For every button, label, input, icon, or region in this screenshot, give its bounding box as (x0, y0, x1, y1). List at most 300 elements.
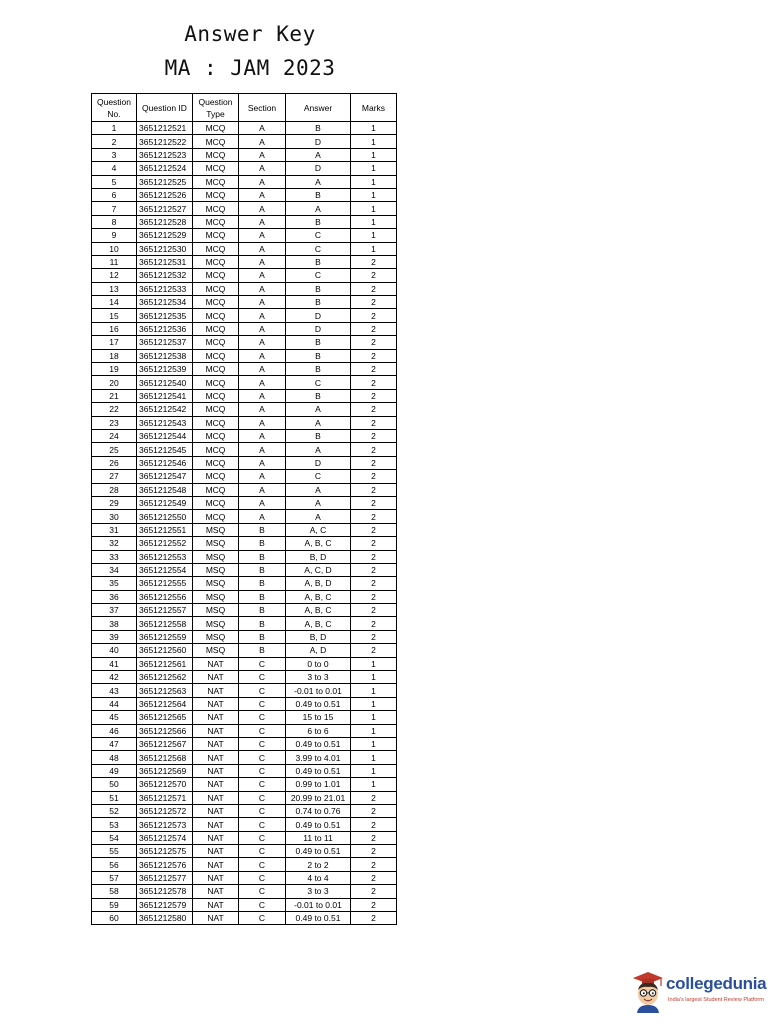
cell-question-id: 3651212562 (137, 671, 193, 684)
cell-answer: 6 to 6 (286, 724, 351, 737)
cell-question-no: 51 (92, 791, 137, 804)
cell-question-id: 3651212533 (137, 282, 193, 295)
cell-marks: 2 (351, 831, 397, 844)
cell-answer: 0.49 to 0.51 (286, 764, 351, 777)
cell-question-id: 3651212560 (137, 644, 193, 657)
cell-answer: A, B, D (286, 577, 351, 590)
cell-question-id: 3651212526 (137, 188, 193, 201)
cell-question-type: NAT (193, 912, 239, 925)
table-row (92, 577, 397, 590)
cell-question-id: 3651212567 (137, 737, 193, 750)
cell-question-id: 3651212571 (137, 791, 193, 804)
cell-question-id: 3651212527 (137, 202, 193, 215)
cell-answer: -0.01 to 0.01 (286, 684, 351, 697)
table-row (92, 724, 397, 737)
cell-marks: 2 (351, 269, 397, 282)
table-row (92, 269, 397, 282)
cell-answer: C (286, 229, 351, 242)
table-row (92, 751, 397, 764)
cell-answer: 3.99 to 4.01 (286, 751, 351, 764)
cell-question-id: 3651212537 (137, 336, 193, 349)
header-marks: Marks (351, 94, 397, 122)
cell-section: A (239, 483, 286, 496)
cell-question-type: NAT (193, 764, 239, 777)
cell-question-no: 29 (92, 496, 137, 509)
cell-question-type: MSQ (193, 590, 239, 603)
cell-section: B (239, 550, 286, 563)
cell-question-no: 52 (92, 804, 137, 817)
cell-question-no: 31 (92, 523, 137, 536)
cell-marks: 1 (351, 764, 397, 777)
cell-answer: C (286, 376, 351, 389)
cell-question-id: 3651212570 (137, 778, 193, 791)
cell-question-id: 3651212550 (137, 510, 193, 523)
cell-question-type: MCQ (193, 496, 239, 509)
cell-answer: A (286, 496, 351, 509)
cell-question-type: NAT (193, 697, 239, 710)
cell-marks: 1 (351, 737, 397, 750)
cell-section: A (239, 510, 286, 523)
cell-question-id: 3651212539 (137, 363, 193, 376)
cell-question-id: 3651212563 (137, 684, 193, 697)
cell-question-type: NAT (193, 737, 239, 750)
cell-question-type: MCQ (193, 148, 239, 161)
cell-answer: A (286, 443, 351, 456)
cell-answer: 3 to 3 (286, 885, 351, 898)
cell-question-type: MCQ (193, 175, 239, 188)
cell-question-type: MCQ (193, 135, 239, 148)
cell-question-id: 3651212538 (137, 349, 193, 362)
header-section: Section (239, 94, 286, 122)
cell-question-no: 16 (92, 322, 137, 335)
cell-marks: 2 (351, 510, 397, 523)
cell-marks: 1 (351, 671, 397, 684)
cell-section: A (239, 215, 286, 228)
cell-section: A (239, 135, 286, 148)
cell-question-id: 3651212556 (137, 590, 193, 603)
cell-section: A (239, 416, 286, 429)
cell-section: A (239, 188, 286, 201)
cell-section: A (239, 470, 286, 483)
table-row (92, 416, 397, 429)
table-row (92, 336, 397, 349)
cell-question-no: 17 (92, 336, 137, 349)
cell-question-no: 14 (92, 296, 137, 309)
cell-marks: 1 (351, 724, 397, 737)
cell-question-no: 49 (92, 764, 137, 777)
cell-question-no: 43 (92, 684, 137, 697)
cell-question-id: 3651212552 (137, 537, 193, 550)
cell-marks: 2 (351, 456, 397, 469)
cell-answer: B (286, 282, 351, 295)
cell-question-no: 15 (92, 309, 137, 322)
cell-question-type: MCQ (193, 309, 239, 322)
cell-question-no: 57 (92, 871, 137, 884)
table-row (92, 845, 397, 858)
cell-question-no: 38 (92, 617, 137, 630)
cell-question-type: NAT (193, 751, 239, 764)
cell-answer: B (286, 255, 351, 268)
cell-question-id: 3651212522 (137, 135, 193, 148)
cell-question-type: MCQ (193, 215, 239, 228)
cell-answer: B (286, 122, 351, 135)
cell-section: C (239, 737, 286, 750)
cell-question-no: 44 (92, 697, 137, 710)
brand-tagline: India's largest Student Review Platform (668, 997, 764, 1003)
cell-question-type: MSQ (193, 550, 239, 563)
cell-question-no: 12 (92, 269, 137, 282)
cell-answer: 0 to 0 (286, 657, 351, 670)
graduate-mascot-icon (630, 969, 666, 1013)
cell-question-type: MCQ (193, 322, 239, 335)
cell-marks: 1 (351, 135, 397, 148)
cell-marks: 2 (351, 376, 397, 389)
header-row (92, 94, 397, 122)
cell-question-type: MCQ (193, 296, 239, 309)
cell-section: A (239, 242, 286, 255)
cell-question-type: MCQ (193, 202, 239, 215)
cell-section: C (239, 671, 286, 684)
cell-answer: D (286, 456, 351, 469)
table-row (92, 737, 397, 750)
table-row (92, 523, 397, 536)
cell-question-id: 3651212579 (137, 898, 193, 911)
table-row (92, 376, 397, 389)
cell-marks: 1 (351, 229, 397, 242)
cell-question-no: 54 (92, 831, 137, 844)
cell-section: A (239, 269, 286, 282)
cell-section: A (239, 322, 286, 335)
cell-question-type: MCQ (193, 429, 239, 442)
cell-answer: A (286, 175, 351, 188)
cell-question-no: 10 (92, 242, 137, 255)
cell-section: B (239, 563, 286, 576)
cell-answer: 0.49 to 0.51 (286, 845, 351, 858)
cell-question-no: 5 (92, 175, 137, 188)
cell-marks: 1 (351, 751, 397, 764)
cell-question-type: MCQ (193, 255, 239, 268)
cell-marks: 2 (351, 577, 397, 590)
cell-marks: 1 (351, 148, 397, 161)
cell-section: B (239, 523, 286, 536)
cell-marks: 1 (351, 697, 397, 710)
table-row (92, 148, 397, 161)
cell-answer: A (286, 202, 351, 215)
cell-question-no: 20 (92, 376, 137, 389)
cell-section: C (239, 778, 286, 791)
cell-marks: 2 (351, 309, 397, 322)
cell-question-no: 53 (92, 818, 137, 831)
cell-question-type: NAT (193, 711, 239, 724)
table-row (92, 496, 397, 509)
cell-question-id: 3651212529 (137, 229, 193, 242)
cell-question-id: 3651212557 (137, 604, 193, 617)
cell-question-id: 3651212524 (137, 162, 193, 175)
cell-question-id: 3651212578 (137, 885, 193, 898)
cell-marks: 2 (351, 389, 397, 402)
table-row (92, 871, 397, 884)
cell-question-type: MCQ (193, 510, 239, 523)
cell-section: A (239, 309, 286, 322)
exam-title: MA : JAM 2023 (164, 56, 336, 80)
cell-question-type: NAT (193, 858, 239, 871)
cell-marks: 2 (351, 537, 397, 550)
cell-marks: 2 (351, 416, 397, 429)
cell-section: A (239, 376, 286, 389)
cell-question-id: 3651212559 (137, 630, 193, 643)
cell-marks: 2 (351, 885, 397, 898)
cell-marks: 2 (351, 363, 397, 376)
cell-section: C (239, 885, 286, 898)
cell-question-no: 56 (92, 858, 137, 871)
table-row (92, 175, 397, 188)
cell-marks: 2 (351, 496, 397, 509)
cell-marks: 1 (351, 122, 397, 135)
cell-question-type: NAT (193, 671, 239, 684)
cell-question-type: MCQ (193, 389, 239, 402)
cell-question-no: 40 (92, 644, 137, 657)
cell-marks: 2 (351, 791, 397, 804)
cell-question-type: MSQ (193, 563, 239, 576)
cell-question-no: 23 (92, 416, 137, 429)
cell-marks: 1 (351, 684, 397, 697)
cell-section: A (239, 202, 286, 215)
cell-question-type: MSQ (193, 644, 239, 657)
table-row (92, 255, 397, 268)
table-row (92, 630, 397, 643)
cell-answer: B (286, 349, 351, 362)
cell-question-id: 3651212553 (137, 550, 193, 563)
cell-question-type: MCQ (193, 470, 239, 483)
cell-question-type: NAT (193, 791, 239, 804)
cell-question-type: MCQ (193, 416, 239, 429)
table-row (92, 122, 397, 135)
cell-section: A (239, 496, 286, 509)
cell-question-no: 22 (92, 403, 137, 416)
header-question-id: Question ID (137, 94, 193, 122)
cell-marks: 2 (351, 403, 397, 416)
cell-question-type: MCQ (193, 122, 239, 135)
cell-answer: 11 to 11 (286, 831, 351, 844)
cell-question-no: 45 (92, 711, 137, 724)
cell-marks: 1 (351, 657, 397, 670)
cell-marks: 2 (351, 336, 397, 349)
cell-question-type: MCQ (193, 336, 239, 349)
cell-section: A (239, 336, 286, 349)
cell-question-type: MSQ (193, 604, 239, 617)
cell-answer: B (286, 389, 351, 402)
cell-answer: C (286, 470, 351, 483)
cell-answer: 0.49 to 0.51 (286, 737, 351, 750)
cell-question-no: 48 (92, 751, 137, 764)
cell-question-id: 3651212566 (137, 724, 193, 737)
cell-marks: 2 (351, 550, 397, 563)
cell-question-no: 9 (92, 229, 137, 242)
table-row (92, 684, 397, 697)
table-row (92, 296, 397, 309)
cell-question-no: 34 (92, 563, 137, 576)
cell-question-no: 42 (92, 671, 137, 684)
table-row (92, 898, 397, 911)
table-row (92, 778, 397, 791)
table-row (92, 135, 397, 148)
cell-question-id: 3651212525 (137, 175, 193, 188)
cell-answer: A, B, C (286, 590, 351, 603)
cell-question-type: MCQ (193, 188, 239, 201)
cell-answer: 0.49 to 0.51 (286, 818, 351, 831)
cell-question-type: MSQ (193, 523, 239, 536)
cell-question-id: 3651212545 (137, 443, 193, 456)
cell-question-id: 3651212568 (137, 751, 193, 764)
table-row (92, 590, 397, 603)
table-row (92, 403, 397, 416)
cell-section: C (239, 831, 286, 844)
cell-section: A (239, 122, 286, 135)
cell-answer: B (286, 296, 351, 309)
cell-answer: 20.99 to 21.01 (286, 791, 351, 804)
cell-question-no: 18 (92, 349, 137, 362)
cell-question-no: 33 (92, 550, 137, 563)
header-question-no: Question No. (92, 94, 137, 122)
cell-marks: 1 (351, 711, 397, 724)
cell-question-no: 39 (92, 630, 137, 643)
cell-marks: 2 (351, 483, 397, 496)
cell-answer: -0.01 to 0.01 (286, 898, 351, 911)
cell-section: A (239, 175, 286, 188)
cell-question-id: 3651212549 (137, 496, 193, 509)
cell-section: A (239, 148, 286, 161)
cell-section: C (239, 804, 286, 817)
cell-section: B (239, 617, 286, 630)
table-row (92, 322, 397, 335)
cell-answer: C (286, 242, 351, 255)
cell-marks: 2 (351, 523, 397, 536)
cell-question-no: 30 (92, 510, 137, 523)
cell-section: A (239, 389, 286, 402)
cell-question-no: 27 (92, 470, 137, 483)
cell-section: C (239, 764, 286, 777)
cell-question-id: 3651212530 (137, 242, 193, 255)
cell-question-no: 47 (92, 737, 137, 750)
cell-question-type: MSQ (193, 630, 239, 643)
cell-question-id: 3651212565 (137, 711, 193, 724)
cell-question-no: 13 (92, 282, 137, 295)
table-row (92, 537, 397, 550)
cell-section: A (239, 403, 286, 416)
table-row (92, 831, 397, 844)
cell-question-id: 3651212534 (137, 296, 193, 309)
cell-section: C (239, 697, 286, 710)
cell-question-type: NAT (193, 885, 239, 898)
cell-question-id: 3651212528 (137, 215, 193, 228)
cell-answer: C (286, 269, 351, 282)
cell-question-no: 46 (92, 724, 137, 737)
cell-marks: 1 (351, 242, 397, 255)
cell-section: A (239, 429, 286, 442)
cell-marks: 2 (351, 644, 397, 657)
cell-question-type: MCQ (193, 349, 239, 362)
cell-section: B (239, 630, 286, 643)
table-row (92, 162, 397, 175)
cell-section: C (239, 845, 286, 858)
cell-answer: A (286, 483, 351, 496)
cell-question-id: 3651212523 (137, 148, 193, 161)
cell-section: A (239, 296, 286, 309)
cell-section: C (239, 724, 286, 737)
cell-marks: 2 (351, 804, 397, 817)
cell-question-type: NAT (193, 778, 239, 791)
cell-question-type: NAT (193, 871, 239, 884)
cell-section: C (239, 871, 286, 884)
table-row (92, 818, 397, 831)
table-row (92, 215, 397, 228)
table-row (92, 657, 397, 670)
table-row (92, 644, 397, 657)
cell-question-id: 3651212575 (137, 845, 193, 858)
table-row (92, 282, 397, 295)
cell-question-id: 3651212547 (137, 470, 193, 483)
cell-answer: D (286, 309, 351, 322)
cell-answer: A, C (286, 523, 351, 536)
cell-question-no: 50 (92, 778, 137, 791)
cell-question-id: 3651212544 (137, 429, 193, 442)
cell-section: A (239, 229, 286, 242)
table-row (92, 510, 397, 523)
table-row (92, 470, 397, 483)
cell-marks: 2 (351, 322, 397, 335)
cell-marks: 2 (351, 349, 397, 362)
cell-marks: 2 (351, 604, 397, 617)
cell-question-no: 41 (92, 657, 137, 670)
cell-answer: A, C, D (286, 563, 351, 576)
cell-answer: D (286, 322, 351, 335)
cell-question-no: 26 (92, 456, 137, 469)
table-row (92, 563, 397, 576)
cell-answer: 4 to 4 (286, 871, 351, 884)
cell-answer: A (286, 510, 351, 523)
cell-question-type: MSQ (193, 577, 239, 590)
cell-question-type: MSQ (193, 537, 239, 550)
cell-answer: B (286, 429, 351, 442)
cell-marks: 2 (351, 296, 397, 309)
cell-question-id: 3651212521 (137, 122, 193, 135)
table-row (92, 885, 397, 898)
table-row (92, 550, 397, 563)
cell-question-id: 3651212573 (137, 818, 193, 831)
table-row (92, 202, 397, 215)
cell-question-type: MCQ (193, 363, 239, 376)
cell-question-no: 32 (92, 537, 137, 550)
cell-marks: 1 (351, 162, 397, 175)
cell-question-no: 58 (92, 885, 137, 898)
cell-section: A (239, 282, 286, 295)
cell-question-no: 3 (92, 148, 137, 161)
cell-marks: 2 (351, 818, 397, 831)
cell-question-no: 28 (92, 483, 137, 496)
cell-question-type: MCQ (193, 483, 239, 496)
table-row (92, 309, 397, 322)
cell-question-id: 3651212532 (137, 269, 193, 282)
table-row (92, 229, 397, 242)
cell-section: B (239, 537, 286, 550)
cell-question-id: 3651212564 (137, 697, 193, 710)
cell-section: A (239, 162, 286, 175)
cell-question-no: 1 (92, 122, 137, 135)
cell-section: B (239, 644, 286, 657)
cell-answer: B (286, 363, 351, 376)
cell-marks: 2 (351, 898, 397, 911)
cell-question-no: 37 (92, 604, 137, 617)
